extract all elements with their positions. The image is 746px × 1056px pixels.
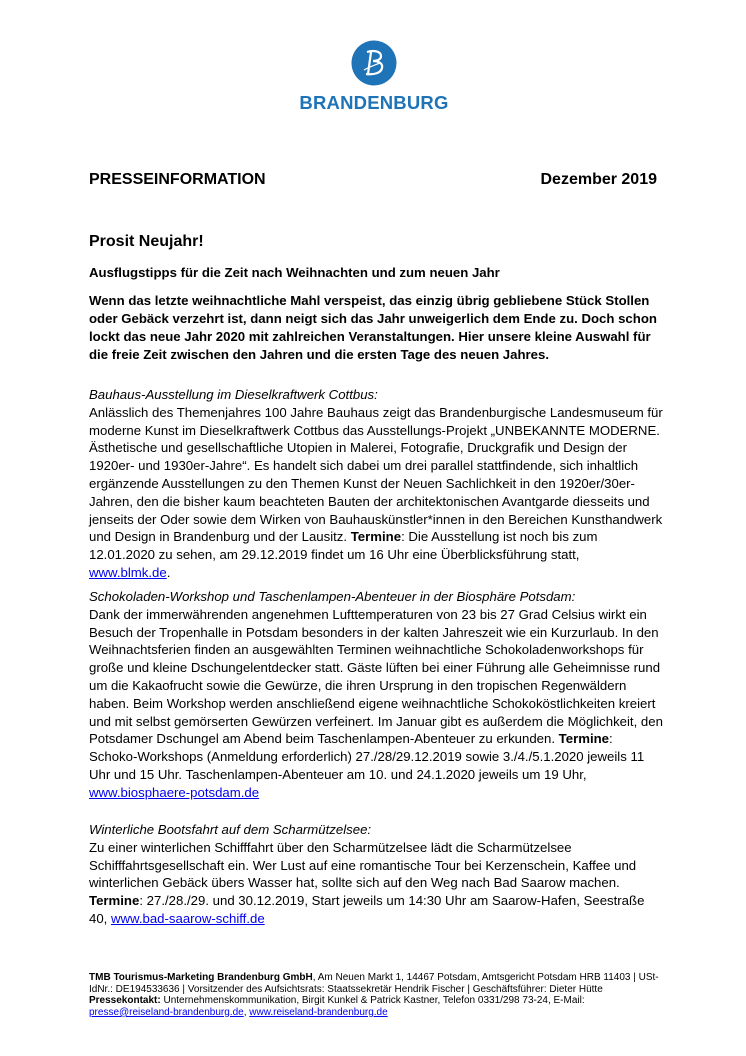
document-header [89,171,657,189]
section-link[interactable]: www.bad-saarow-schiff.de [111,910,265,926]
termine-label: Termine [350,529,402,545]
termine-label: Termine [89,893,140,909]
brand-wordmark: BRANDENBURG [299,92,449,113]
section-body: Dank der immerwährenden angenehmen Lufttemperaturen von 23 bis 27 Grad Celsius wirkt ein Besuch der Tropenhalle in Potsdam besonders in der kalten Jahreszeit wie ein Kurzurlaub. In den Weihnachtsferien finden an ausgewählten Terminen weihnachtliche Schokoladenworkshops für große und kleine Dschungelentdecker statt. Gäste lüften bei einer Führung alle Geheimnisse rund um die Kakaofrucht sowie die Gewürze, die ihren Ursprung in den tropischen Regenwäldern haben. Beim Workshop werden anschließend eigene weihnachtliche Schokoköstlichkeiten kreiert und mit selbst gemörserten Gewürzen verfeinert. Im Januar gibt es außerdem die Möglichkeit, den Potsdamer Dschungel am Abend beim Taschenlampen-Abenteuer zu erkunden. Termine: Schoko-Workshops (Anmeldung erforderlich) 27./28/29.12.2019 sowie 3./4./5.1.2020 jeweils 11 Uhr und 15 Uhr. Taschenlampen-Abenteuer am 10. und 24.1.2020 jeweils um 19 Uhr, www.biosphaere-potsdam.de [89,606,663,800]
section-title: Bauhaus-Ausstellung im Dieselkraftwerk Cottbus: [89,387,378,402]
section-scharmuetzelsee [89,821,664,928]
section-link[interactable]: www.biosphaere-potsdam.de [89,784,260,800]
termine-label: Termine [558,731,609,747]
section-title: Winterliche Bootsfahrt auf dem Scharmützelsee: [89,822,372,837]
page-title: Prosit Neujahr! [89,233,204,250]
press-email-link[interactable]: presse@reiseland-brandenburg.de [89,1006,244,1018]
section-title: Schokoladen-Workshop und Taschenlampen-Abenteuer in der Biosphäre Potsdam: [89,589,576,604]
section-body: Anlässlich des Themenjahres 100 Jahre Bauhaus zeigt das Brandenburgische Landesmuseum für moderne Kunst im Dieselkraftwerk Cottbus das Ausstellungs-Projekt „UNBEKANNTE MODERNE. Ästhetische und gesellschaftliche Utopien in Malerei, Fotografie, Druckgrafik und Design der 1920er- und 1930er-Jahre“. Es handelt sich dabei um drei parallel stattfindende, sich inhaltlich ergänzende Ausstellungen zu den Themen Kunst der Neuen Sachlichkeit in den 1920er/30er-Jahren, den die bisher kaum beachteten Bauten der architektonischen Avantgarde diesseits und jenseits der Oder sowie dem Wirken von Bauhauskünstler*innen in den Bereichen Kunsthandwerk und Design in Brandenburg und der Lausitz. Termine: Die Ausstellung ist noch bis zum 12.01.2020 zu sehen, am 29.12.2019 findet um 16 Uhr eine Überblicksführung statt, www.blmk.de. [89,404,663,580]
lead-paragraph: Wenn das letzte weihnachtliche Mahl verspeist, das einzig übrig gebliebene Stück Stollen oder Gebäck verzehrt ist, dann neigt sich das Jahr unweigerlich dem Ende zu. Doch schon lockt das neue Jahr 2020 mit zahlreichen Veranstaltungen. Hier unsere kleine Auswahl für die freie Zeit zwischen den Jahren und die ersten Tage des neuen Jahres. [89,293,657,362]
section-link[interactable]: www.blmk.de [89,564,167,580]
section-body: Zu einer winterlichen Schifffahrt über den Scharmützelsee lädt die Scharmützelsee Schifffahrtsgesellschaft ein. Wer Lust auf eine romantische Tour bei Kerzenschein, Kaffee und winterlichen Gebäck übers Wasser hat, sollte sich auf den Weg nach Bad Saarow machen. Termine: 27./28./29. und 30.12.2019, Start jeweils um 14:30 Uhr am Saarow-Hafen, Seestraße 40, www.bad-saarow-schiff.de [89,839,645,926]
press-contact-label: Pressekontakt: [89,995,161,1007]
page-subtitle: Ausflugstipps für die Zeit nach Weihnachten und zum neuen Jahr [89,265,500,280]
section-bauhaus [89,386,664,582]
brandenburg-logo [294,40,454,114]
brand-b-emblem-icon [351,40,397,86]
section-biosphaere [89,588,664,802]
company-name: TMB Tourismus-Marketing Brandenburg GmbH [89,972,313,983]
footer-imprint: TMB Tourismus-Marketing Brandenburg GmbH, Am Neuen Markt 1, 14467 Potsdam, Amtsgericht Potsdam HRB 11403 | USt-IdNr.: DE194533636 | Vorsitzender des Aufsichtsrats: Staatssekretär Hendrik Fischer | Geschäftsführer: Dieter Hütte Pressekontakt: Unternehmenskommunikation, Birgit Kunkel & Patrick Kastner, Telefon 0331/298 73-24, E-Mail: presse@reiseland-brandenburg.de, www.reiseland-brandenburg.de [89,972,659,1018]
press-info-label: PRESSEINFORMATION [89,171,266,188]
issue-date: Dezember 2019 [540,171,657,188]
website-link[interactable]: www.reiseland-brandenburg.de [249,1006,388,1018]
